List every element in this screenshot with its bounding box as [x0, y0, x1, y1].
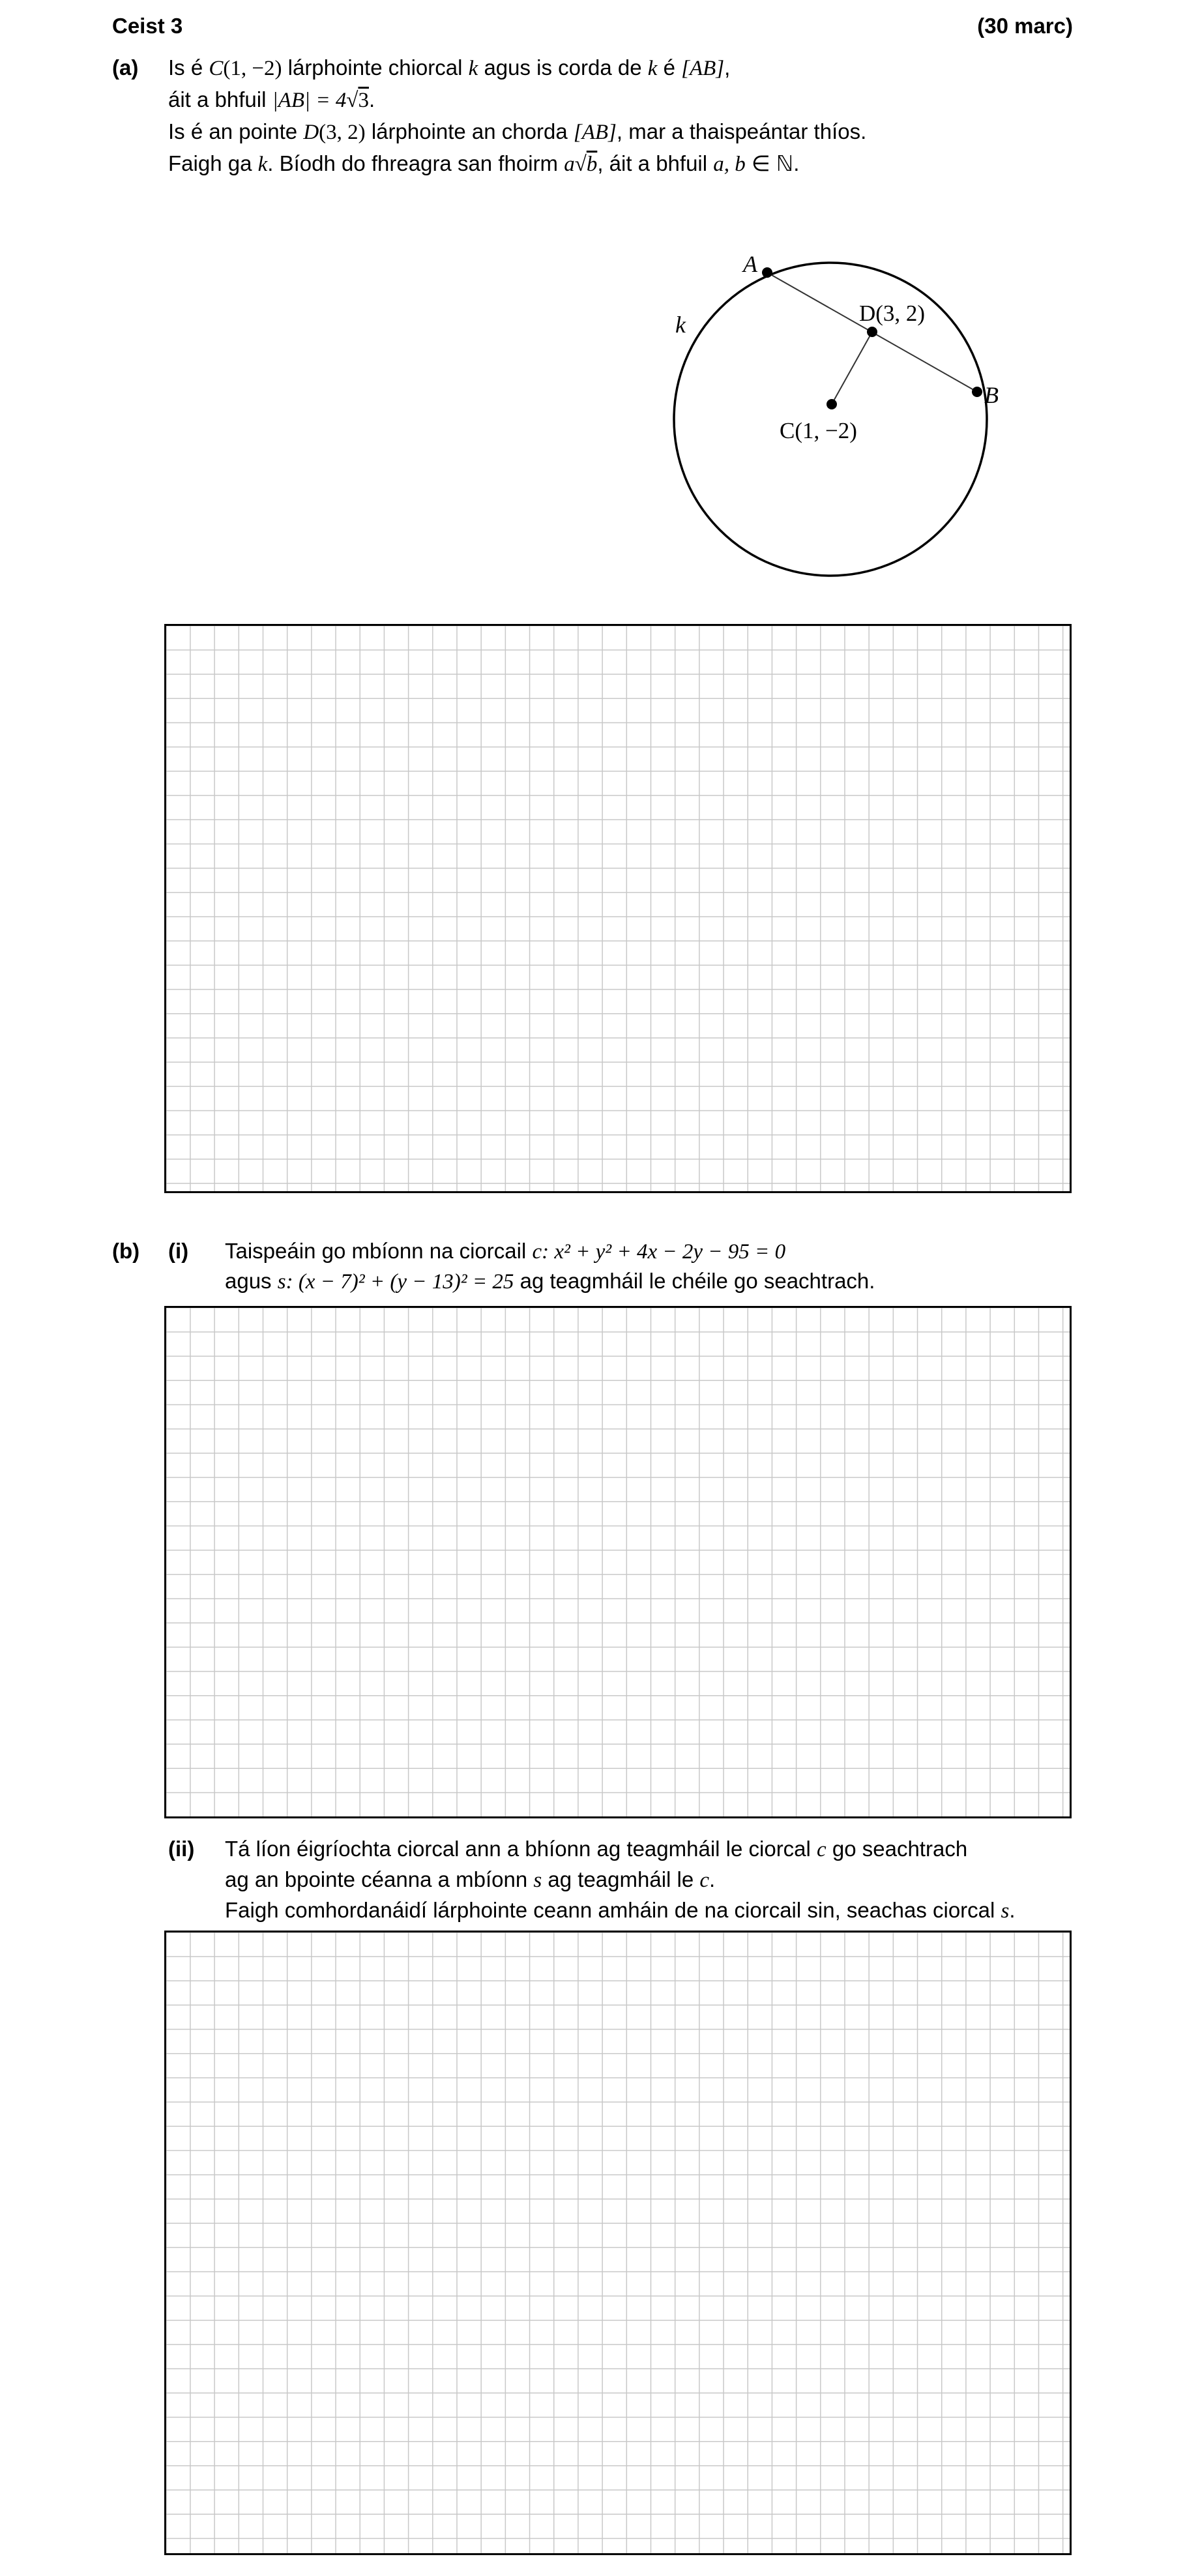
part-b-ii-line-3: [225, 1893, 1016, 1928]
text-span: lárphointe chiorcal: [282, 55, 469, 80]
math-expression: : (x − 7)² + (y − 13)² = 25: [285, 1270, 514, 1294]
math-var: D: [303, 121, 319, 144]
sqrt-radicand: b: [586, 153, 598, 176]
radius-cd: [832, 332, 872, 404]
text-span: ag teagmháil le chéile go seachtrach.: [514, 1269, 875, 1293]
text-span: Is é: [168, 55, 209, 80]
math-var: s: [277, 1270, 286, 1294]
sqrt-sign: √: [346, 89, 358, 112]
answer-grid-b-ii[interactable]: [164, 1931, 1072, 2555]
math-args: (1, −2): [223, 57, 282, 80]
text-span: Taispeáin go mbíonn na ciorcail: [225, 1239, 533, 1263]
text-span: ag teagmháil le: [542, 1867, 700, 1891]
point-b: [972, 387, 982, 397]
label-k: k: [675, 312, 686, 338]
sqrt-sign: √: [574, 153, 587, 176]
math-var: k: [257, 153, 268, 176]
point-d: [867, 327, 877, 337]
math-var: s: [1001, 1899, 1010, 1923]
text-span: , mar a thaispeántar thíos.: [616, 119, 867, 143]
text-span: .: [368, 87, 375, 111]
math-var: c: [532, 1240, 542, 1264]
text-span: .: [1009, 1898, 1016, 1922]
label-a: A: [743, 251, 757, 277]
label-c: C(1, −2): [780, 418, 857, 443]
math-var: k: [647, 57, 658, 80]
sqrt-radicand: 3: [358, 89, 369, 112]
part-b-i-line-2: [225, 1264, 875, 1299]
text-span: Tá líon éigríochta ciorcal ann a bhíonn ag teagmháil le ciorcal: [225, 1837, 817, 1861]
text-span: Faigh comhordanáidí lárphointe ceann amháin de na ciorcail sin, seachas ciorcal: [225, 1898, 1001, 1922]
label-b: B: [984, 382, 999, 408]
text-span: go seachtrach: [826, 1837, 968, 1861]
text-span: agus: [225, 1269, 278, 1293]
math-var: [AB]: [681, 57, 725, 80]
math-var: a: [564, 153, 575, 176]
text-span: Is é an pointe: [168, 119, 304, 143]
math-expression: : x² + y² + 4x − 2y − 95 = 0: [542, 1240, 786, 1264]
part-b-i-label: (i): [168, 1239, 189, 1263]
point-a: [762, 267, 772, 278]
question-title: Ceist 3: [112, 14, 183, 38]
text-span: ag an bpointe céanna a mbíonn: [225, 1867, 534, 1891]
math-expression: |AB| = 4: [272, 89, 347, 112]
math-var: k: [468, 57, 478, 80]
math-var: [AB]: [573, 121, 617, 144]
label-d: D(3, 2): [859, 301, 926, 326]
math-var: c: [699, 1869, 710, 1892]
math-args: (3, 2): [319, 121, 366, 144]
math-var: a, b: [713, 153, 746, 176]
text-span: Faigh ga: [168, 151, 258, 175]
marks-label: (30 marc): [977, 14, 1073, 38]
answer-grid-b-i[interactable]: [164, 1306, 1072, 1818]
text-span: .: [709, 1867, 716, 1891]
math-var: s: [533, 1869, 542, 1892]
text-span: é: [657, 55, 682, 80]
part-b-ii-line-1: [225, 1832, 967, 1867]
text-span: ,: [724, 55, 731, 80]
circle-diagram: [0, 0, 1185, 626]
part-a-label: (a): [112, 55, 139, 80]
part-b-ii-line-2: [225, 1863, 715, 1897]
text-span: ∈ ℕ.: [745, 151, 800, 175]
text-span: . Bíodh do fhreagra san fhoirm: [267, 151, 564, 175]
math-var: C: [209, 57, 224, 80]
answer-grid-a[interactable]: [164, 624, 1072, 1193]
part-b-label: (b): [112, 1239, 140, 1263]
text-span: , áit a bhfuil: [597, 151, 714, 175]
math-var: c: [817, 1838, 827, 1861]
text-span: áit a bhfuil: [168, 87, 272, 111]
point-c: [827, 399, 837, 409]
part-b-ii-label: (ii): [168, 1837, 195, 1861]
text-span: lárphointe an chorda: [365, 119, 574, 143]
text-span: agus is corda de: [478, 55, 648, 80]
